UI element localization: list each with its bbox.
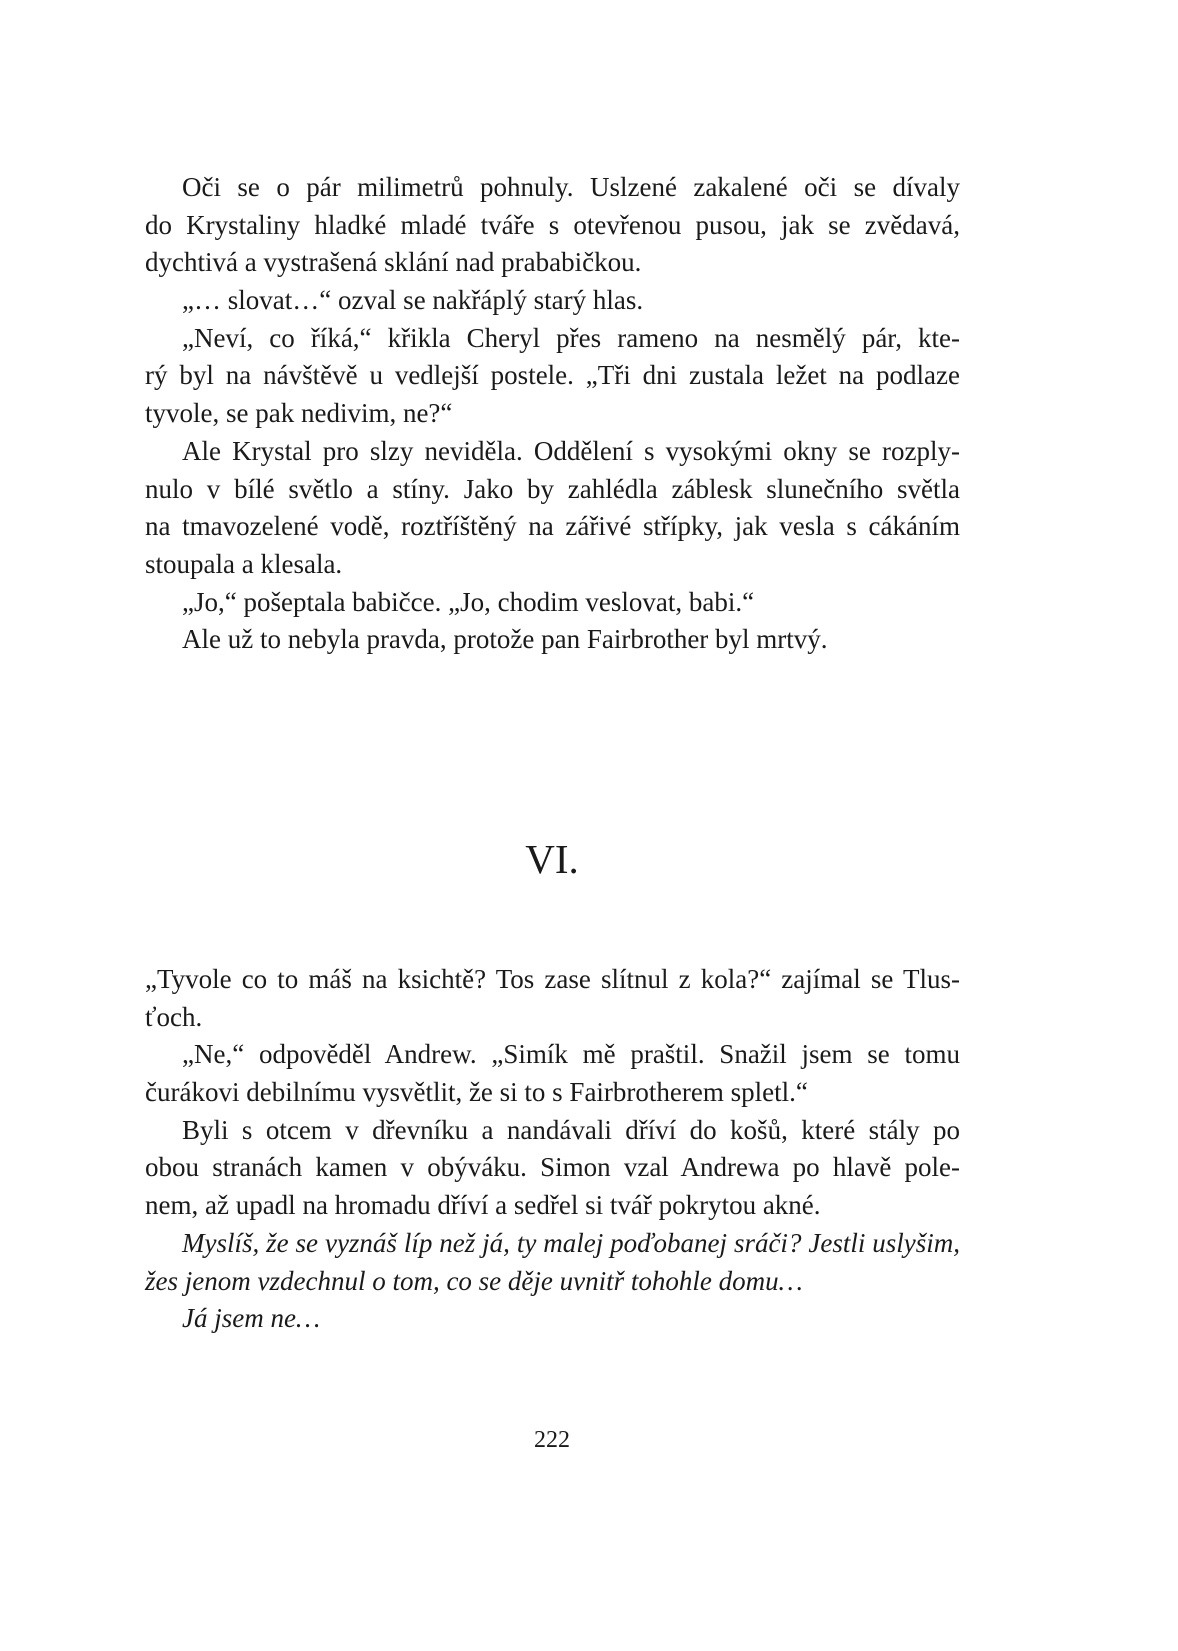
text-line: dychtivá a vystrašená sklání nad prababičkou. — [145, 247, 642, 278]
text-line: „… slovat…“ ozval se nakřáplý starý hlas. — [182, 285, 644, 316]
page-number: 222 — [534, 1427, 570, 1453]
text-line: Byli s otcem v dřevníku a nandávali dříví do košů, které stály po — [182, 1114, 960, 1145]
text-line: do Krystaliny hladké mladé tváře s otevřenou pusou, jak se zvědavá, — [145, 209, 960, 240]
text-line: stoupala a klesala. — [145, 548, 343, 579]
text-line: Já jsem ne… — [182, 1303, 320, 1334]
text-line: nulo v bílé světlo a stíny. Jako by zahlédla záblesk slunečního světla — [145, 473, 960, 504]
text-line: rý byl na návštěvě u vedlejší postele. „Tři dni zustala ležet na podlaze — [145, 360, 960, 391]
text-line: Ale Krystal pro slzy neviděla. Oddělení s vysokými okny se rozply- — [182, 435, 960, 466]
text-line: nem, až upadl na hromadu dříví a sedřel si tvář pokrytou akné. — [145, 1190, 821, 1221]
text-line: obou stranách kamen v obýváku. Simon vzal Andrewa po hlavě pole- — [145, 1152, 960, 1183]
chapter-heading: VI. — [525, 836, 579, 882]
text-line: tyvole, se pak nedivim, ne?“ — [145, 398, 453, 429]
text-line: na tmavozelené vodě, roztříštěný na zářivé střípky, jak vesla s cákáním — [145, 511, 960, 542]
text-line: „Tyvole co to máš na ksichtě? Tos zase slítnul z kola?“ zajímal se Tlus- — [145, 964, 960, 994]
text-line: žes jenom vzdechnul o tom, co se děje uvnitř tohohle domu… — [145, 1265, 803, 1296]
section-1-text — [145, 169, 960, 659]
text-line: ťoch. — [145, 1001, 203, 1032]
text-line: čurákovi debilnímu vysvětlit, že si to s Fairbrotherem spletl.“ — [145, 1077, 808, 1108]
text-line: Myslíš, že se vyznáš líp než já, ty malej poďobanej sráči? Jestli uslyšim, — [182, 1227, 960, 1258]
text-line: „Ne,“ odpověděl Andrew. „Simík mě praštil. Snažil jsem se tomu — [182, 1039, 960, 1070]
text-line: Ale už to nebyla pravda, protože pan Fairbrother byl mrtvý. — [182, 624, 828, 655]
text-line: Oči se o pár milimetrů pohnuly. Uslzené zakalené oči se dívaly — [182, 172, 960, 202]
text-line: „Jo,“ pošeptala babičce. „Jo, chodim veslovat, babi.“ — [182, 586, 755, 617]
text-line: „Neví, co říká,“ křikla Cheryl přes rameno na nesmělý pár, kte- — [182, 322, 960, 353]
section-2-text — [145, 961, 960, 1338]
